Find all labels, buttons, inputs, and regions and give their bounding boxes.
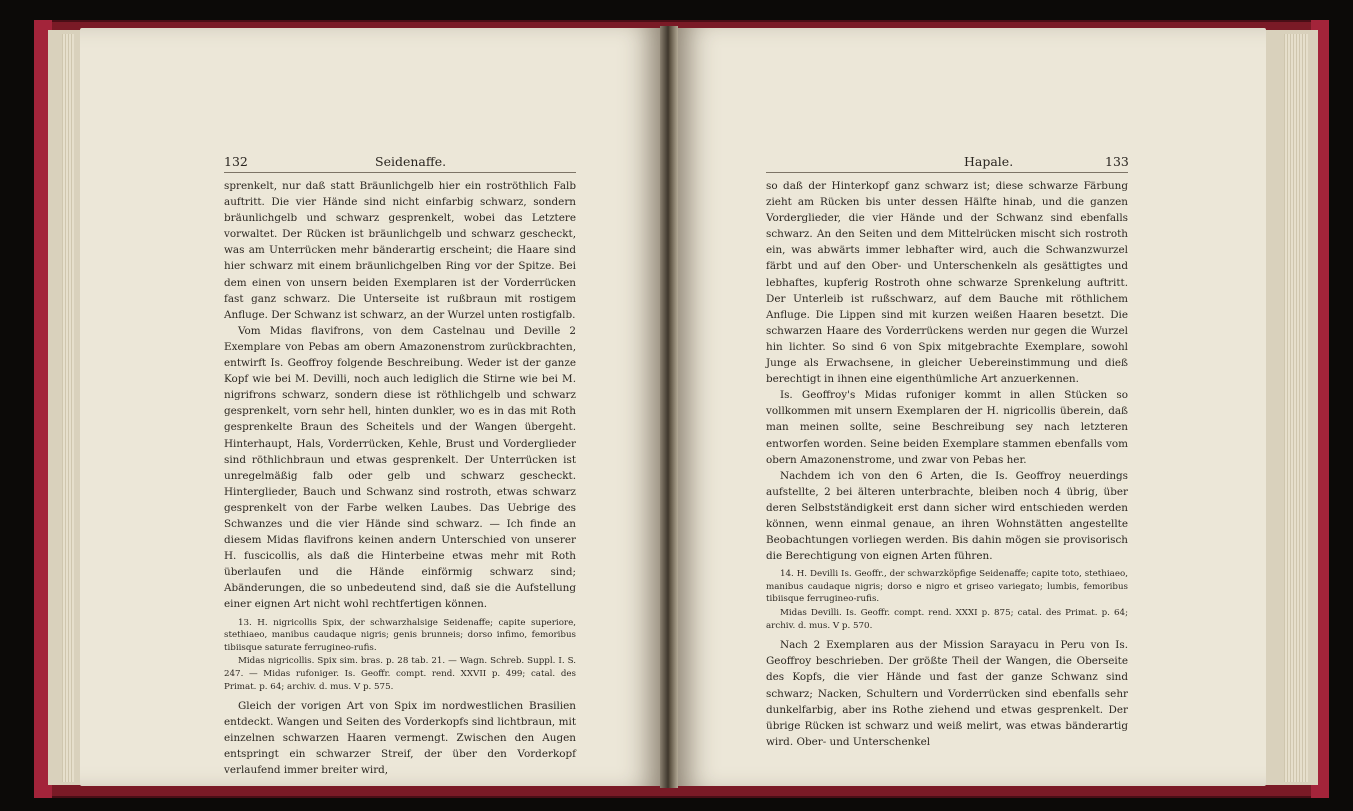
left-species-refs: Midas nigricollis. Spix sim. bras. p. 28 tab. 21. — Wagn. Schreb. Suppl. I. S. 247. — Midas rufoniger. Is. Geoffr. compt. rend. XXVII p. 499; catal. des Primat. p. 64; archiv. d. mus. V p. 575. xyxy=(224,656,576,692)
right-page xyxy=(678,28,1266,786)
right-species-entry: 14. H. Devilli Is. Geoffr., der schwarzköpfige Seidenaffe; capite toto, stethiaeo, manibus caudaque nigris; dorso e nigro et griseo variegato; lumbis, femoribus tibiisque ferrugineo-rufis. xyxy=(766,569,1128,605)
left-closing-paragraph: Gleich der vorigen Art von Spix im nordwestlichen Brasilien entdeckt. Wangen und Seiten des Vorderkopfs sind lichtbraun, mit einzelnen schwarzen Haaren vermengt. Zwischen den Augen entspringt ein schwarzer Streif, der über den Vorderkopf verlaufend immer breiter wird, xyxy=(224,700,576,777)
left-species-entry: 13. H. nigricollis Spix, der schwarzhalsige Seidenaffe; capite superiore, stethiaeo, manibus caudaque nigris; genis brunneis; dorso infimo, femoribus tibiisque saturate ferrugineo-rufis. xyxy=(224,617,576,653)
left-page xyxy=(80,28,660,786)
left-running-head: Seidenaffe. xyxy=(375,154,447,169)
right-paragraph-2: Is. Geoffroy's Midas rufoniger kommt in allen Stücken so vollkommen mit unsern Exemplaren der H. nigricollis überein, daß man meinen sollte, seine Beschreibung sey nach letzteren entworfen worden. Seine beiden Exemplare stammen ebenfalls vom obern Amazonenstrome, und zwar von Pebas her. xyxy=(766,389,1128,466)
right-paragraph-1: so daß der Hinterkopf ganz schwarz ist; diese schwarze Färbung zieht am Rücken bis unter dessen Hälfte hinab, und die ganzen Vorderglieder, die vier Hände und der Schwanz sind ebenfalls schwarz. An den Seiten und dem Mittelrücken mischt sich rostroth ein, was abwärts immer lebhafter wird, auch die Schwanzwurzel färbt und auf den Ober- und Unterschenkeln als gesättigtes und lebhaftes, kupferig Rostroth ohne schwarze Sprenkelung auftritt. Der Unterleib ist rußschwarz, auf dem Bauche mit röthlichem Anfluge. Die Lippen sind mit kurzen weißen Haaren besetzt. Die schwarzen Haare des Vorderrückens werden nur gegen die Wurzel hin lichter. So sind 6 von Spix mitgebrachte Exemplare, sowohl Junge als Erwachsene, in gleicher Uebereinstimmung und dieß berechtigt in ihnen eine eigenthümliche Art anzuerkennen. xyxy=(766,180,1128,386)
right-paragraph-3: Nachdem ich von den 6 Arten, die Is. Geoffroy neuerdings aufstellte, 2 bei älteren unterbrachte, bleiben noch 4 übrig, über deren Selbstständigkeit erst dann sicher wird entschieden werden können, wenn einmal genaue, an ihren Wohnstätten angestellte Beobachtungen vorliegen werden. Bis dahin mögen sie provisorisch die Berechtigung von eignen Arten führen. xyxy=(766,469,1128,563)
left-header-rule xyxy=(224,172,576,173)
right-species-refs: Midas Devilli. Is. Geoffr. compt. rend. XXXI p. 875; catal. des Primat. p. 64; archiv. d. mus. V p. 570. xyxy=(766,608,1128,631)
book-gutter xyxy=(660,26,678,788)
left-paragraph-2: Vom Midas flavifrons, von dem Castelnau und Deville 2 Exemplare von Pebas am obern Amazonenstrom zurückbrachten, entwirft Is. Geoffroy folgende Beschreibung. Weder ist der ganze Kopf wie bei M. Devilli, noch auch lediglich die Stirne wie bei M. nigrifrons schwarz, sondern diese ist röthlichgelb und schwarz gesprenkelt, vorn sehr hell, hinten dunkler, wo es in das mit Roth gesprenkelte Braun des Scheitels und der Wangen übergeht. Hinterhaupt, Hals, Vorderrücken, Kehle, Brust und Vorderglieder sind röthlichbraun und etwas gesprenkelt. Der Unterrücken ist unregelmäßig falb oder gelb und schwarz gescheckt. Hinterglieder, Bauch und Schwanz sind rostroth, etwas schwarz gesprenkelt von der Farbe welken Laubes. Das Uebrige des Schwanzes und die vier Hände sind schwarz. — Ich finde an diesem Midas flavifrons keinen andern Unterschied von unserer H. fuscicollis, als daß die Hinterbeine etwas mehr mit Roth überlaufen und die Hände einförmig schwarz sind; Abänderungen, die so unbedeutend sind, daß sie die Aufstellung einer eignen Art nicht wohl rechtfertigen können. xyxy=(224,324,576,611)
left-page-number: 132 xyxy=(224,154,248,169)
page-edges-left xyxy=(62,34,74,782)
right-running-head: Hapale. xyxy=(964,154,1014,169)
right-page-number: 133 xyxy=(1105,154,1129,169)
page-edges-right xyxy=(1284,34,1308,782)
right-closing-paragraph: Nach 2 Exemplaren aus der Mission Sarayacu in Peru von Is. Geoffroy beschrieben. Der größte Theil der Wangen, die Oberseite des Kopfs, die vier Hände und fast der ganze Schwanz sind schwarz; Nacken, Schultern und Vorderrücken sind ebenfalls sehr dunkelfarbig, aber ins Rothe ziehend und etwas gesprenkelt. Der übrige Rücken ist schwarz und weiß melirt, was etwas bänderartig wird. Ober- und Unterschenkel xyxy=(766,639,1128,748)
left-body xyxy=(224,178,576,779)
right-header-rule xyxy=(766,172,1128,173)
right-body xyxy=(766,178,1128,750)
left-paragraph-1: sprenkelt, nur daß statt Bräunlichgelb hier ein roströthlich Falb auftritt. Die vier Hände sind nicht einfarbig schwarz, sondern bräunlichgelb und schwarz gesprenkelt, wobei das Letztere vorwaltet. Der Rücken ist bräunlichgelb und schwarz gescheckt, was am Unterrücken mehr bänderartig erscheint; die Haare sind hier schwarz mit einem bräunlichgelben Ring vor der Spitze. Bei dem einen von unsern beiden Exemplaren ist der Vorderrücken fast ganz schwarz. Die Unterseite ist rußbraun mit rostigem Anfluge. Der Schwanz ist schwarz, an der Wurzel unten rostigfalb. xyxy=(224,180,576,321)
